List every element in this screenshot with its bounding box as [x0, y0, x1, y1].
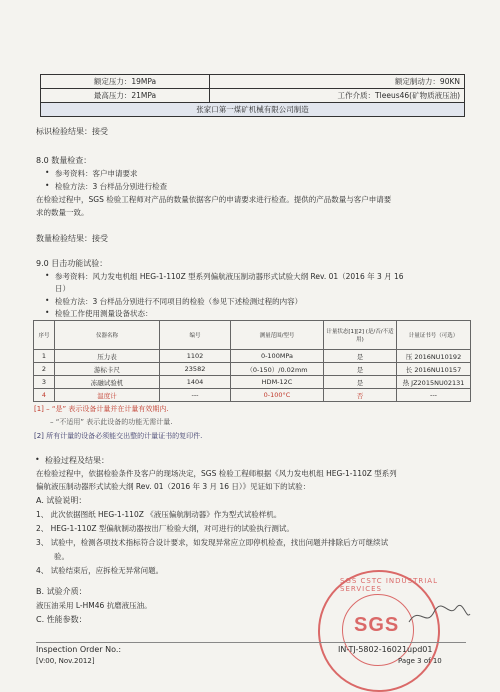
page-number: Page 3 of 10: [398, 657, 442, 665]
section-9-bullet-cont: 日）: [55, 284, 70, 293]
paragraph-line: 在检验过程中，依据检验条件及客户的现场决定，SGS 检验工程师根据《风力发电机组 HEG-1-110Z 型系列: [36, 469, 397, 478]
spec-row: [41, 75, 465, 89]
table-row: [34, 376, 471, 389]
spec-row: [41, 103, 465, 117]
section-8-bullet: • 参考资料：客户申请要求: [55, 168, 138, 179]
subsection-a-title: A. 试验说明：: [36, 496, 87, 505]
table-cell: 是: [324, 376, 397, 389]
stamp-ring-text: SGS CSTC INDUSTRIAL SERVICES: [340, 577, 438, 593]
section-8-bullet: • 检验方法：3 台样品分别进行检查: [55, 181, 167, 192]
table-cell: ---: [160, 389, 231, 402]
equipment-table: [33, 320, 471, 402]
column-header: 测量范围/型号: [231, 321, 324, 350]
table-cell: 1: [34, 350, 55, 363]
quantity-result: 数量检验结果：接受: [36, 234, 108, 243]
table-row: [34, 363, 471, 376]
table-cell: 温度计: [55, 389, 160, 402]
paragraph-line: 偏航液压制动器形式试验大纲 Rev. 01（2016 年 3 月 16 日）》见证如下的试验：: [36, 482, 311, 491]
process-heading: • 检验过程及结果：: [45, 455, 109, 466]
table-row: [34, 389, 471, 402]
table-cell: （0-150）/0.02mm: [231, 363, 324, 376]
manufacturer-cell: 张家口第一煤矿机械有限公司制造: [41, 103, 465, 117]
table-cell: 是: [324, 363, 397, 376]
spec-cell: 额定制动力：90KN: [210, 75, 465, 89]
section-9-bullet: • 检验工作使用测量设备状态：: [55, 308, 153, 319]
footer-divider: [36, 642, 466, 643]
footnote-2: [2] 所有计量的设备必须能交出整的计量证书的复印件.: [34, 432, 203, 440]
spec-cell: 最高压力：21MPa: [41, 89, 210, 103]
section-9-bullet: • 参考资料：风力发电机组 HEG-1-110Z 型系列偏航液压制动器形式试验大纲 Rev. 01（2016 年 3 月 16: [55, 271, 404, 282]
list-item: 1、 此次依据图纸 HEG-1-110Z 《液压偏航制动器》作为型式试验样机。: [36, 510, 282, 519]
table-cell: 1102: [160, 350, 231, 363]
list-item: 4、 试验结束后，应拆检无异常问题。: [36, 566, 164, 575]
table-cell: 压力表: [55, 350, 160, 363]
spec-table: [40, 74, 465, 117]
table-cell: ---: [397, 389, 471, 402]
mark-result: 标识检验结果：接受: [36, 127, 108, 136]
paragraph-line: 求的数量一致。: [36, 208, 89, 217]
table-cell: 长 2016NU10157: [397, 363, 471, 376]
column-header: 序号: [34, 321, 55, 350]
column-header: 编号: [160, 321, 231, 350]
table-cell: 4: [34, 389, 55, 402]
table-cell: 热 JZ2015NU02131: [397, 376, 471, 389]
footnote-1: [1] – “是” 表示设备计量并在计量有效期内.: [34, 405, 169, 413]
table-cell: 否: [324, 389, 397, 402]
version-label: [V:00, Nov.2012]: [36, 657, 95, 665]
paragraph-line: 在检验过程中，SGS 检验工程师对产品的数量依据客户的申请要求进行检查。提供的产品数量与客户申请要: [36, 195, 392, 204]
document-number: IN-TJ-5802-16021upd01: [338, 645, 433, 654]
list-item-cont: 验。: [54, 552, 69, 561]
subsection-c-title: C. 性能参数：: [36, 615, 87, 624]
table-cell: 23582: [160, 363, 231, 376]
table-cell: 1404: [160, 376, 231, 389]
section-9-bullet: • 检验方法：3 台样品分别进行不同项目的检验（参见下述检测过程的内容）: [55, 296, 302, 307]
section-8-title: 8.0 数量检查：: [36, 156, 92, 165]
table-cell: 是: [324, 350, 397, 363]
sgs-seal-stamp: [318, 570, 440, 692]
table-cell: 游标卡尺: [55, 363, 160, 376]
subsection-b-title: B. 试验介质：: [36, 587, 87, 596]
spec-cell: 额定压力：19MPa: [41, 75, 210, 89]
table-cell: 冻融试验机: [55, 376, 160, 389]
stamp-logo: SGS: [354, 614, 400, 636]
column-header: 仪器名称: [55, 321, 160, 350]
column-header: 计量状态[1][2] (是/否/不适用): [324, 321, 397, 350]
table-cell: HDM-12C: [231, 376, 324, 389]
table-row: [34, 350, 471, 363]
signature: [404, 600, 474, 630]
table-cell: 2: [34, 363, 55, 376]
table-cell: 压 2016NU10192: [397, 350, 471, 363]
table-cell: 0-100°C: [231, 389, 324, 402]
table-cell: 0-100MPa: [231, 350, 324, 363]
footnote-1b: – “不适用” 表示此设备的功能无需计量.: [50, 418, 173, 426]
table-cell: 3: [34, 376, 55, 389]
list-item: 2、 HEG-1-110Z 型偏航制动器按出厂检验大纲，对可进行的试验执行测试。: [36, 524, 294, 533]
inspection-order-label: Inspection Order No.:: [36, 645, 122, 654]
list-item: 3、 试验中，检测各项技术指标符合设计要求，如发现异常应立即停机检查，找出问题并排除后方可继续试: [36, 538, 389, 547]
subsection-b-text: 液压油采用 L-HM46 抗磨液压油。: [36, 601, 152, 610]
equipment-header-row: [34, 321, 471, 350]
spec-row: [41, 89, 465, 103]
spec-cell: 工作介质：Tleeus46(矿物质液压油): [210, 89, 465, 103]
section-9-title: 9.0 目击功能试验：: [36, 259, 108, 268]
column-header: 计量证书号（可选）: [397, 321, 471, 350]
